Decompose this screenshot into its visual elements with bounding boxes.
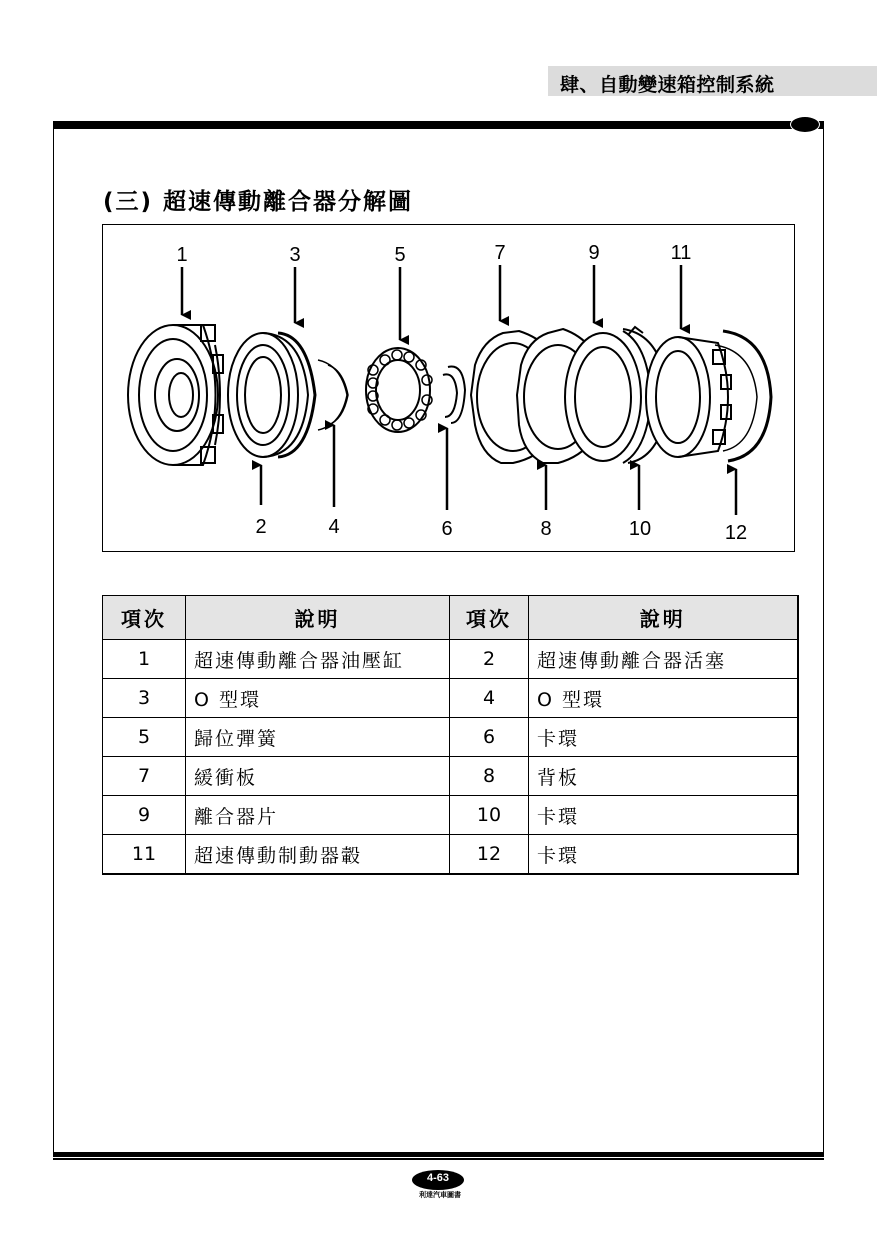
item-no: 10 xyxy=(450,796,529,835)
exploded-diagram-drawing xyxy=(103,225,796,553)
item-description: 超速傳動制動器轂 xyxy=(186,835,450,875)
item-no: 2 xyxy=(450,640,529,679)
item-no: 7 xyxy=(103,757,186,796)
callout-7: 7 xyxy=(494,242,506,264)
bottom-rule-thin xyxy=(53,1158,824,1160)
callout-8: 8 xyxy=(540,518,552,540)
section-title: (三) 超速傳動離合器分解圖 xyxy=(103,189,414,215)
item-no: 9 xyxy=(103,796,186,835)
callout-12: 12 xyxy=(724,522,748,544)
callout-6: 6 xyxy=(441,518,453,540)
exploded-diagram xyxy=(102,224,795,552)
item-description: 卡環 xyxy=(529,835,798,875)
table-row xyxy=(103,679,798,718)
part-4-oring xyxy=(318,360,348,430)
header-description-left: 說明 xyxy=(186,596,450,640)
parts-table xyxy=(102,595,799,875)
table-row xyxy=(103,757,798,796)
callout-11: 11 xyxy=(670,242,692,264)
item-description: 卡環 xyxy=(529,718,798,757)
item-description: 背板 xyxy=(529,757,798,796)
part-5-return-spring xyxy=(366,348,432,432)
item-description: 緩衝板 xyxy=(186,757,450,796)
item-no: 11 xyxy=(103,835,186,875)
item-no: 5 xyxy=(103,718,186,757)
item-no: 3 xyxy=(103,679,186,718)
item-description: 離合器片 xyxy=(186,796,450,835)
part-9-clutch-plate xyxy=(565,331,651,463)
item-description: O 型環 xyxy=(186,679,450,718)
part-11-brake-hub xyxy=(646,337,731,457)
item-description: 超速傳動離合器活塞 xyxy=(529,640,798,679)
corner-logo-icon xyxy=(790,116,820,133)
table-row xyxy=(103,718,798,757)
item-no: 6 xyxy=(450,718,529,757)
table-row xyxy=(103,835,798,875)
item-description: 超速傳動離合器油壓缸 xyxy=(186,640,450,679)
item-no: 8 xyxy=(450,757,529,796)
callout-5: 5 xyxy=(394,244,406,266)
bottom-rule xyxy=(53,1152,824,1157)
page-number: 4-63 xyxy=(426,1172,450,1184)
callout-2: 2 xyxy=(255,516,267,538)
table-header-row xyxy=(103,596,798,640)
item-no: 12 xyxy=(450,835,529,875)
top-rule xyxy=(53,121,824,129)
item-no: 1 xyxy=(103,640,186,679)
chapter-title: 肆、自動變速箱控制系統 xyxy=(560,74,775,96)
table-row xyxy=(103,640,798,679)
table-row xyxy=(103,796,798,835)
item-description: 卡環 xyxy=(529,796,798,835)
header-item-no-right: 項次 xyxy=(450,596,529,640)
callout-1: 1 xyxy=(176,244,188,266)
callout-10: 10 xyxy=(628,518,652,540)
callout-4: 4 xyxy=(328,516,340,538)
header-item-no-left: 項次 xyxy=(103,596,186,640)
callout-9: 9 xyxy=(588,242,600,264)
part-1-drum xyxy=(128,325,223,465)
header-description-right: 說明 xyxy=(529,596,798,640)
item-no: 4 xyxy=(450,679,529,718)
part-2-piston xyxy=(228,333,308,457)
item-description: O 型環 xyxy=(529,679,798,718)
publisher-name: 利達汽車圖書 xyxy=(419,1191,461,1199)
part-6-snap-ring xyxy=(443,366,465,423)
callout-3: 3 xyxy=(289,244,301,266)
item-description: 歸位彈簧 xyxy=(186,718,450,757)
